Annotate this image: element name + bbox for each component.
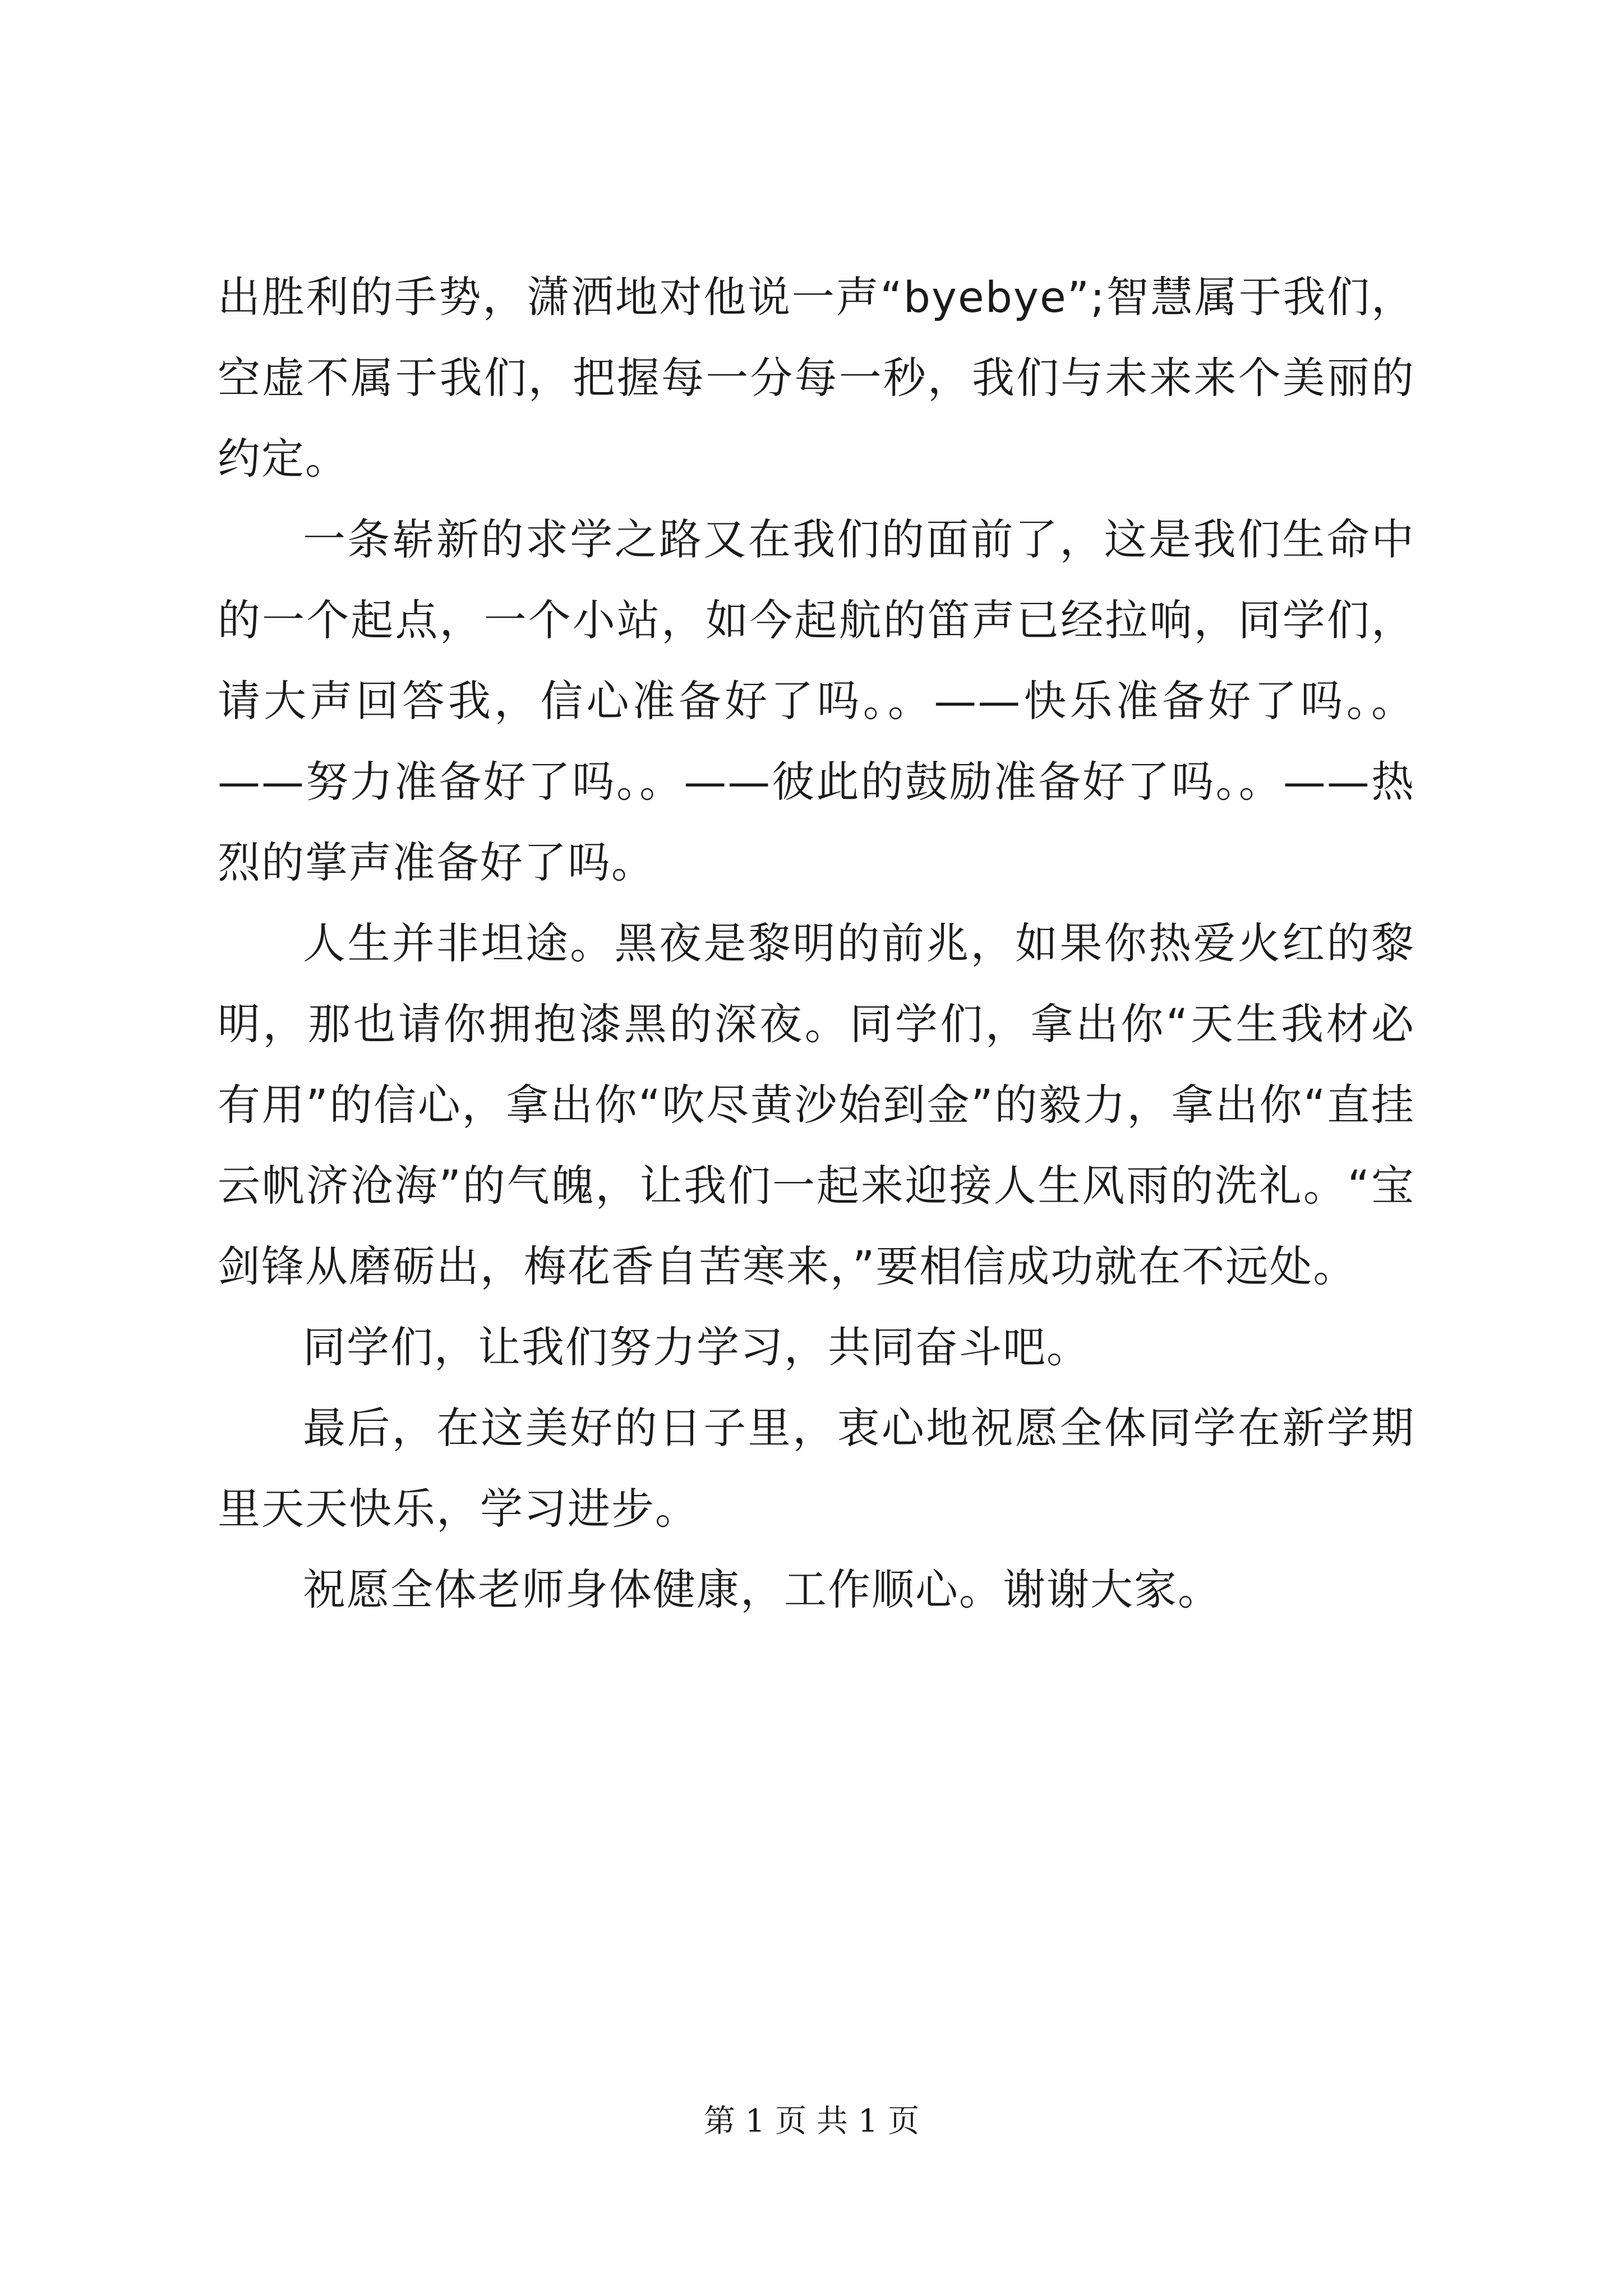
paragraph-5: 最后，在这美好的日子里，衷心地祝愿全体同学在新学期里天天快乐，学习进步。 [218, 1403, 1415, 1534]
paragraph-6: 祝愿全体老师身体健康，工作顺心。谢谢大家。 [303, 1565, 1221, 1614]
document-body [218, 257, 1415, 1630]
paragraph-1: 出胜利的手势，潇洒地对他说一声“byebye”;智慧属于我们，空虚不属于我们，把握每一分每一秒，我们与未来来个美丽的约定。 [218, 272, 1415, 484]
paragraph-3: 人生并非坦途。黑夜是黎明的前兆，如果你热爱火红的黎明，那也请你拥抱漆黑的深夜。同学们，拿出你“天生我材必有用”的信心，拿出你“吹尽黄沙始到金”的毅力，拿出你“直挂云帆济沧海”的气魄，让我们一起来迎接人生风雨的洗礼。“宝剑锋从磨砺出，梅花香自苦寒来，”要相信成功就在不远处。 [218, 918, 1415, 1291]
paragraph-2: 一条崭新的求学之路又在我们的面前了，这是我们生命中的一个起点，一个小站，如今起航的笛声已经拉响，同学们，请大声回答我，信心准备好了吗。。——快乐准备好了吗。。——努力准备好了吗。。——彼此的鼓励准备好了吗。。——热烈的掌声准备好了吗。 [218, 514, 1415, 887]
paragraph-4: 同学们，让我们努力学习，共同奋斗吧。 [303, 1322, 1090, 1372]
page-number-footer: 第 1 页 共 1 页 [703, 2103, 920, 2139]
